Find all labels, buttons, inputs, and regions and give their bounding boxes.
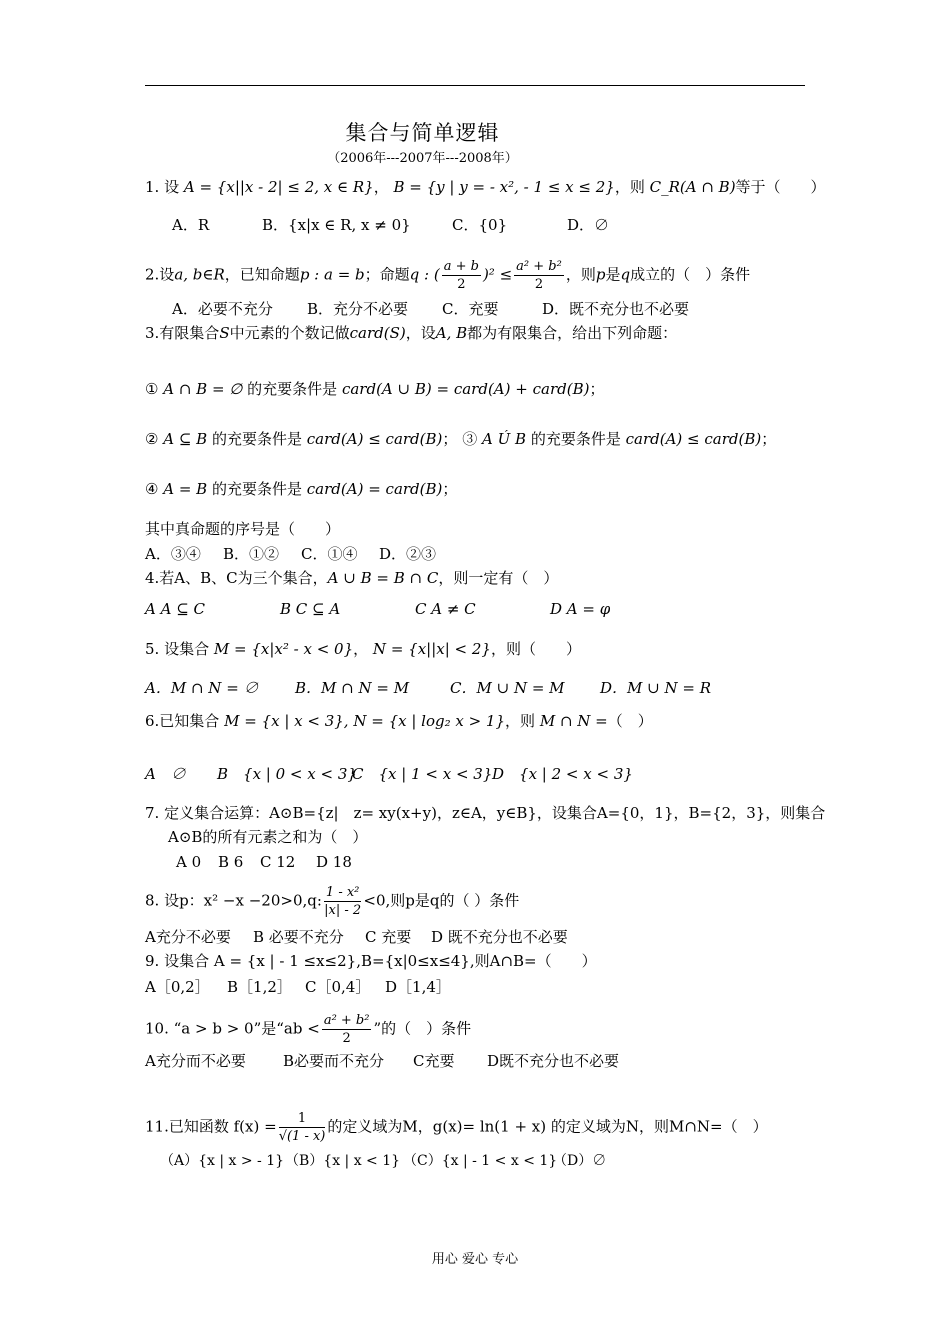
proposition-2-3: ② A ⊆ B 的充要条件是 card(A) ≤ card(B)； ③ A Ú B 的充要条件是 card(A) ≤ card(B)； [145, 430, 777, 448]
question-11: 11.已知函数 f(x) = $\frac{1}{√(1 - x)}$ 的定义域为M，g(x)= ln(1 + x) 的定义域为N，则M∩N=（ ） [145, 1111, 768, 1144]
question-2-options [172, 298, 689, 320]
question-11-options [160, 1150, 606, 1172]
option-c: C．M ∪ N = M [450, 679, 565, 697]
question-6-options [145, 763, 633, 785]
question-3: 3.有限集合S中元素的个数记做card(S)，设A, B都为有限集合，给出下列命题： [145, 324, 678, 342]
question-4: 4.若A、B、C为三个集合，A ∪ B = B ∩ C，则一定有（ ） [145, 569, 559, 587]
option-a: A．M ∩ N = ∅ [145, 679, 259, 697]
option-d: D．∅ [567, 216, 610, 234]
option-d: D．②③ [379, 545, 437, 563]
option-d: D．既不充分也不必要 [542, 300, 690, 318]
option-d: D A = φ [550, 600, 611, 618]
option-b: B．M ∩ N = M [295, 679, 410, 697]
option-d: D［1,4］ [385, 978, 451, 996]
option-b: B {x | 0 < x < 3} [217, 765, 357, 783]
option-a: A A ⊆ C [145, 600, 206, 618]
option-c: C充要 [413, 1052, 455, 1070]
option-c: C．①④ [301, 545, 358, 563]
question-9: 9. 设集合 A = {x | - 1 ≤x≤2},B={x|0≤x≤4},则A∩B=（ ） [145, 952, 597, 970]
question-8-options [145, 926, 568, 948]
option-c: C A ≠ C [415, 600, 476, 618]
header-rule [145, 85, 805, 86]
option-c: C 充要 [365, 928, 412, 946]
question-8: 8. 设p：x² −x −20>0,q: $\frac{\text{1 - x²}}{|x| - 2}$ <0,则p是q的（ ）条件 [145, 885, 520, 918]
question-1-options [172, 214, 609, 236]
page-subtitle: （2006年---2007年---2008年） [327, 151, 518, 166]
option-b: B．①② [223, 545, 280, 563]
question-3-options [145, 543, 436, 565]
option-c: （C）{x | - 1 < x < 1} [403, 1153, 558, 1169]
option-a: A［0,2］ [145, 978, 210, 996]
option-d: D．M ∪ N = R [600, 679, 712, 697]
question-7-options [176, 851, 352, 873]
option-d: D {x | 2 < x < 3} [492, 765, 633, 783]
proposition-1: ① A ∩ B = ∅ 的充要条件是 card(A ∪ B) = card(A) + card(B)； [145, 380, 605, 398]
option-c: C．充要 [442, 300, 499, 318]
option-a: A．③④ [145, 545, 201, 563]
option-c: C．{0} [452, 216, 508, 234]
option-b: B．充分不必要 [307, 300, 409, 318]
page-footer: 用心 爱心 专心 [431, 1252, 519, 1267]
option-c: C［0,4］ [305, 978, 371, 996]
option-a: A．必要不充分 [172, 300, 273, 318]
question-1: 1. 设 A = {x||x - 2| ≤ 2, x ∈ R}， B = {y | y = - x², - 1 ≤ x ≤ 2}，则 C_R(A ∩ B)等于（ ） [145, 178, 826, 196]
question-9-options [145, 976, 451, 998]
option-b: B［1,2］ [227, 978, 292, 996]
option-d: D 既不充分也不必要 [431, 928, 568, 946]
question-10: 10. “a > b > 0”是“ab < $\frac{\text{a² + b²}}{2}$ ”的（ ）条件 [145, 1013, 472, 1046]
option-b: B．{x|x ∈ R, x ≠ 0} [262, 216, 411, 234]
question-4-options [145, 598, 610, 620]
option-b: B 必要不充分 [253, 928, 344, 946]
option-b: B必要而不充分 [283, 1052, 385, 1070]
option-a: （A）{x | x > - 1} [160, 1153, 285, 1169]
question-7-line-2: A⊙B的所有元素之和为（ ） [168, 828, 368, 846]
proposition-4: ④ A = B 的充要条件是 card(A) = card(B)； [145, 480, 458, 498]
question-3-ask: 其中真命题的序号是（ ） [145, 520, 341, 538]
option-d: D 18 [316, 853, 352, 871]
question-7: 7. 定义集合运算：A⊙B={z| z= xy(x+y)，z∈A，y∈B}，设集合A={0，1}，B={2，3}，则集合 [145, 804, 826, 822]
question-2: 2.设a, b∈R，已知命题p : a = b；命题q : ( $\frac{a + b}{2}$ )² ≤ $\frac{\text{a² + b²}}{2}$ ，则p是q成立的（ ）条件 [145, 259, 751, 292]
question-6: 6.已知集合 M = {x | x < 3}, N = {x | log₂ x > 1}，则 M ∩ N =（ ） [145, 712, 653, 730]
question-5: 5. 设集合 M = {x|x² - x < 0}， N = {x||x| < 2}，则（ ） [145, 640, 581, 658]
option-b: （B）{x | x < 1} [285, 1153, 401, 1169]
option-d: （D）∅ [553, 1153, 607, 1169]
option-c: C 12 [260, 853, 296, 871]
option-b: B 6 [218, 853, 244, 871]
option-b: B C ⊆ A [280, 600, 341, 618]
option-d: D既不充分也不必要 [487, 1052, 620, 1070]
question-5-options [145, 677, 711, 699]
option-a: A充分不必要 [145, 928, 231, 946]
option-a: A 0 [176, 853, 202, 871]
option-a: A．R [172, 216, 210, 234]
option-a: A ∅ [145, 765, 186, 783]
page-title: 集合与简单逻辑 [345, 121, 500, 145]
question-10-options [145, 1050, 619, 1072]
option-c: C {x | 1 < x < 3} [352, 765, 493, 783]
option-a: A充分而不必要 [145, 1052, 246, 1070]
